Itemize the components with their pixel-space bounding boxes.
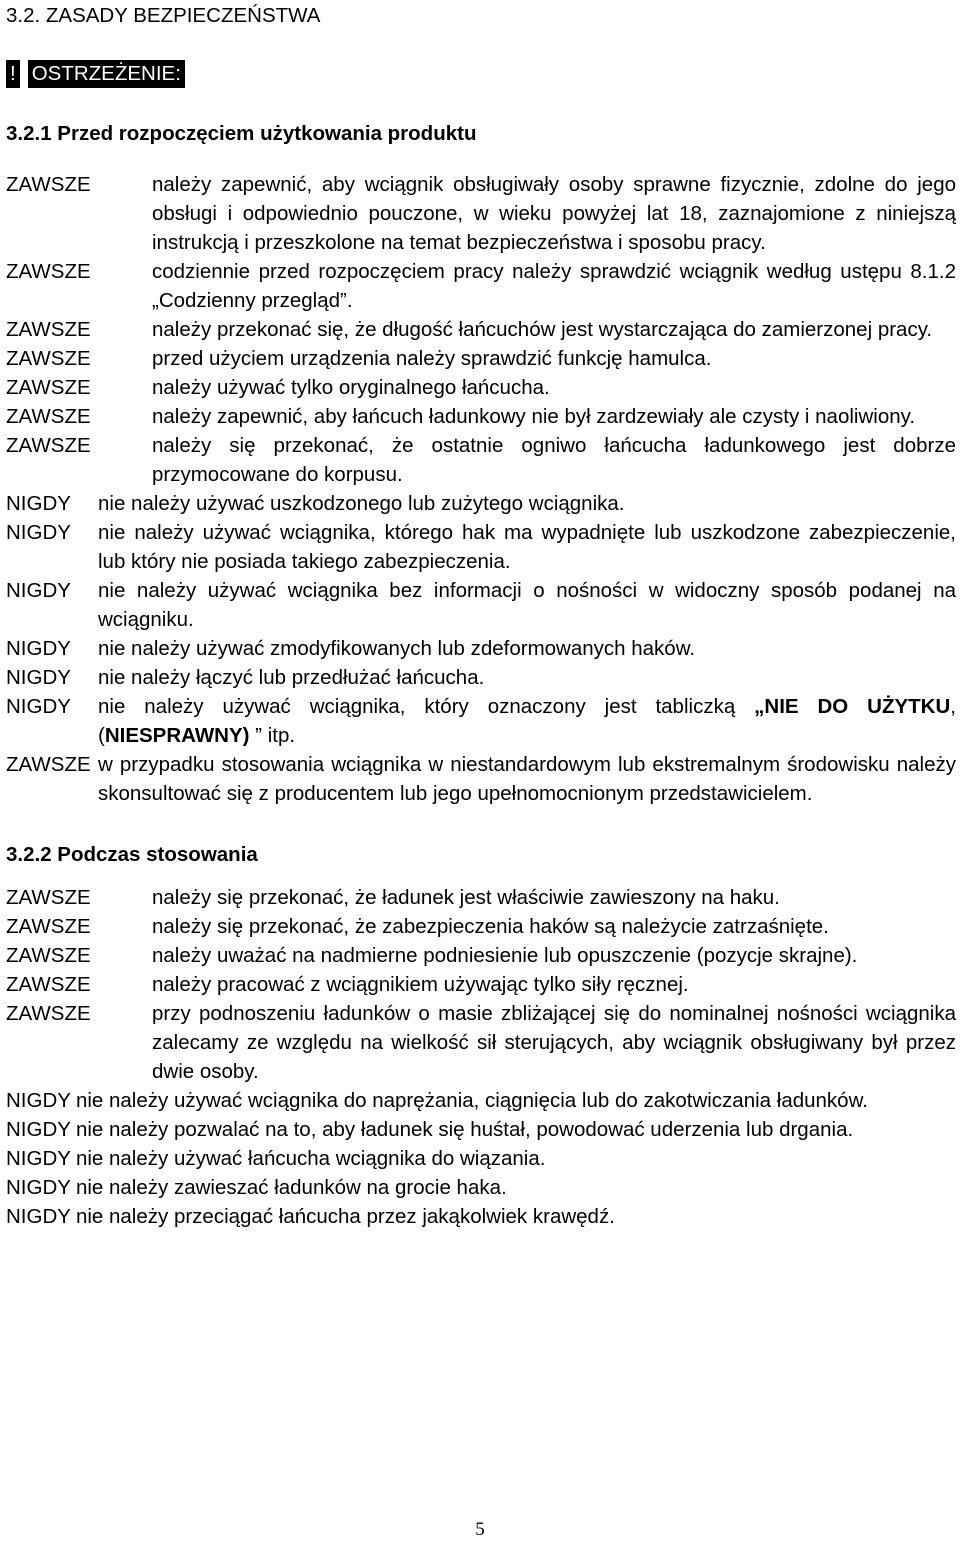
warning-label: OSTRZEŻENIE: xyxy=(28,60,185,88)
warning-mark: ! xyxy=(6,60,20,88)
document-page xyxy=(6,0,956,1231)
rule-row xyxy=(6,883,956,912)
quote-open: „ xyxy=(754,695,765,718)
rule-text: należy się przekonać, że zabezpieczenia haków są należycie zatrzaśnięte. xyxy=(152,915,829,938)
rule-text: przed użyciem urządzenia należy sprawdzić funkcję hamulca. xyxy=(152,347,712,370)
label-not-for-use: NIE DO UŻYTKU xyxy=(764,695,951,718)
rule-keyword: ZAWSZE xyxy=(6,260,91,283)
prohibition-keyword: NIGDY xyxy=(6,492,71,515)
rule-text: należy się przekonać, że ostatnie ogniwo łańcucha ładunkowego jest dobrze przymocowane do korpusu. xyxy=(152,434,956,486)
subsection-title-2: 3.2.2 Podczas stosowania xyxy=(6,843,258,866)
rule-keyword: ZAWSZE xyxy=(6,376,91,399)
prohibition-row xyxy=(6,692,956,750)
rule-row xyxy=(6,344,956,373)
prohibition-keyword: NIGDY xyxy=(6,1147,71,1170)
prohibition-row xyxy=(6,634,956,663)
prohibition-row xyxy=(6,489,956,518)
prohibition-text: nie należy pozwalać na to, aby ładunek się huśtał, powodować uderzenia lub drgania. xyxy=(75,1118,854,1141)
prohibition-paragraph xyxy=(6,1173,956,1202)
rule-row xyxy=(6,970,956,999)
rule-text: należy uważać na nadmierne podniesienie lub opuszczenie (pozycje skrajne). xyxy=(152,944,858,967)
prohibition-text: nie należy łączyć lub przedłużać łańcucha. xyxy=(98,666,485,689)
rule-row xyxy=(6,431,956,489)
rule-keyword: ZAWSZE xyxy=(6,915,91,938)
rule-row xyxy=(6,170,956,257)
rule-text: w przypadku stosowania wciągnika w niestandardowym lub ekstremalnym środowisku należy skonsultować się z producentem lub jego upełnomocnionym przedstawicielem. xyxy=(98,753,956,805)
prohibition-paragraph xyxy=(6,1202,956,1231)
rule-text: należy się przekonać, że ładunek jest właściwie zawieszony na haku. xyxy=(152,886,780,909)
prohibition-keyword: NIGDY xyxy=(6,579,71,602)
rule-text: należy używać tylko oryginalnego łańcucha. xyxy=(152,376,550,399)
rule-row xyxy=(6,750,956,808)
prohibition-row xyxy=(6,518,956,576)
rule-keyword: ZAWSZE xyxy=(6,347,91,370)
rule-text: należy zapewnić, aby łańcuch ładunkowy nie był zardzewiały ale czysty i naoliwiony. xyxy=(152,405,916,428)
prohibition-keyword: NIGDY xyxy=(6,1176,71,1199)
page-number: 5 xyxy=(475,1519,485,1540)
rule-keyword: ZAWSZE xyxy=(6,405,91,428)
rule-keyword: ZAWSZE xyxy=(6,944,91,967)
rule-keyword: ZAWSZE xyxy=(6,434,91,457)
prohibition-keyword: NIGDY xyxy=(6,1118,71,1141)
prohibition-text: nie należy używać uszkodzonego lub zużytego wciągnika. xyxy=(98,492,625,515)
prohibition-keyword: NIGDY xyxy=(6,521,71,544)
rule-keyword: ZAWSZE xyxy=(6,173,91,196)
prohibition-paragraph xyxy=(6,1086,956,1115)
rule-keyword: ZAWSZE xyxy=(6,886,91,909)
rule-row xyxy=(6,315,956,344)
rule-keyword: ZAWSZE xyxy=(6,753,91,776)
rule-text: przy podnoszeniu ładunków o masie zbliżającej się do nominalnej nośności wciągnika zalecamy ze względu na wielkość sił sterujących, aby wciągnik obsługiwany był przez dwie osoby. xyxy=(152,1002,956,1083)
prohibition-row xyxy=(6,576,956,634)
quote-close: ” xyxy=(249,724,263,747)
prohibition-row xyxy=(6,663,956,692)
rule-row xyxy=(6,941,956,970)
rule-row xyxy=(6,257,956,315)
rule-row xyxy=(6,912,956,941)
section-title: 3.2. ZASADY BEZPIECZEŃSTWA xyxy=(6,4,321,27)
prohibition-text: nie należy zawieszać ładunków na grocie haka. xyxy=(75,1176,507,1199)
label-separator: , ( xyxy=(98,695,956,747)
prohibition-text-pre: nie należy używać wciągnika, który oznaczony jest tabliczką xyxy=(98,695,755,718)
rule-text: należy zapewnić, aby wciągnik obsługiwały osoby sprawne fizycznie, zdolne do jego obsługi i odpowiednio pouczone, w wieku powyżej lat 18, zaznajomione z niniejszą instrukcją i przeszkolone na temat bezpieczeństwa i sposobu pracy. xyxy=(152,173,956,254)
prohibition-keyword: NIGDY xyxy=(6,1089,71,1112)
prohibition-keyword: NIGDY xyxy=(6,637,71,660)
rule-row xyxy=(6,999,956,1086)
prohibition-text: nie należy używać wciągnika, którego hak ma wypadnięte lub uszkodzone zabezpieczenie, lub który nie posiada takiego zabezpieczenia. xyxy=(98,521,956,573)
rule-row xyxy=(6,402,956,431)
prohibition-text xyxy=(98,692,956,750)
prohibition-text: nie należy używać wciągnika do naprężania, ciągnięcia lub do zakotwiczania ładunków. xyxy=(75,1089,868,1112)
subsection-title-1: 3.2.1 Przed rozpoczęciem użytkowania produktu xyxy=(6,122,477,145)
prohibition-keyword: NIGDY xyxy=(6,1205,71,1228)
prohibition-text: nie należy używać zmodyfikowanych lub zdeformowanych haków. xyxy=(98,637,696,660)
prohibition-paragraph xyxy=(6,1115,956,1144)
prohibition-text-post: itp. xyxy=(262,724,296,747)
rule-keyword: ZAWSZE xyxy=(6,1002,91,1025)
rule-keyword: ZAWSZE xyxy=(6,318,91,341)
rule-text: codziennie przed rozpoczęciem pracy należy sprawdzić wciągnik według ustępu 8.1.2 „Codzienny przegląd”. xyxy=(152,260,956,312)
prohibition-text: nie należy używać wciągnika bez informacji o nośności w widoczny sposób podanej na wciągniku. xyxy=(98,579,956,631)
label-out-of-order: NIESPRAWNY) xyxy=(104,724,250,747)
prohibition-paragraph xyxy=(6,1144,956,1173)
rule-text: należy pracować z wciągnikiem używając tylko siły ręcznej. xyxy=(152,973,689,996)
rule-text: należy przekonać się, że długość łańcuchów jest wystarczająca do zamierzonej pracy. xyxy=(152,318,933,341)
prohibition-text: nie należy używać łańcucha wciągnika do wiązania. xyxy=(75,1147,546,1170)
prohibition-keyword: NIGDY xyxy=(6,666,71,689)
warning-banner xyxy=(6,59,956,89)
prohibition-text: nie należy przeciągać łańcucha przez jakąkolwiek krawędź. xyxy=(75,1205,615,1228)
rule-row xyxy=(6,373,956,402)
prohibition-keyword: NIGDY xyxy=(6,695,71,718)
rule-keyword: ZAWSZE xyxy=(6,973,91,996)
